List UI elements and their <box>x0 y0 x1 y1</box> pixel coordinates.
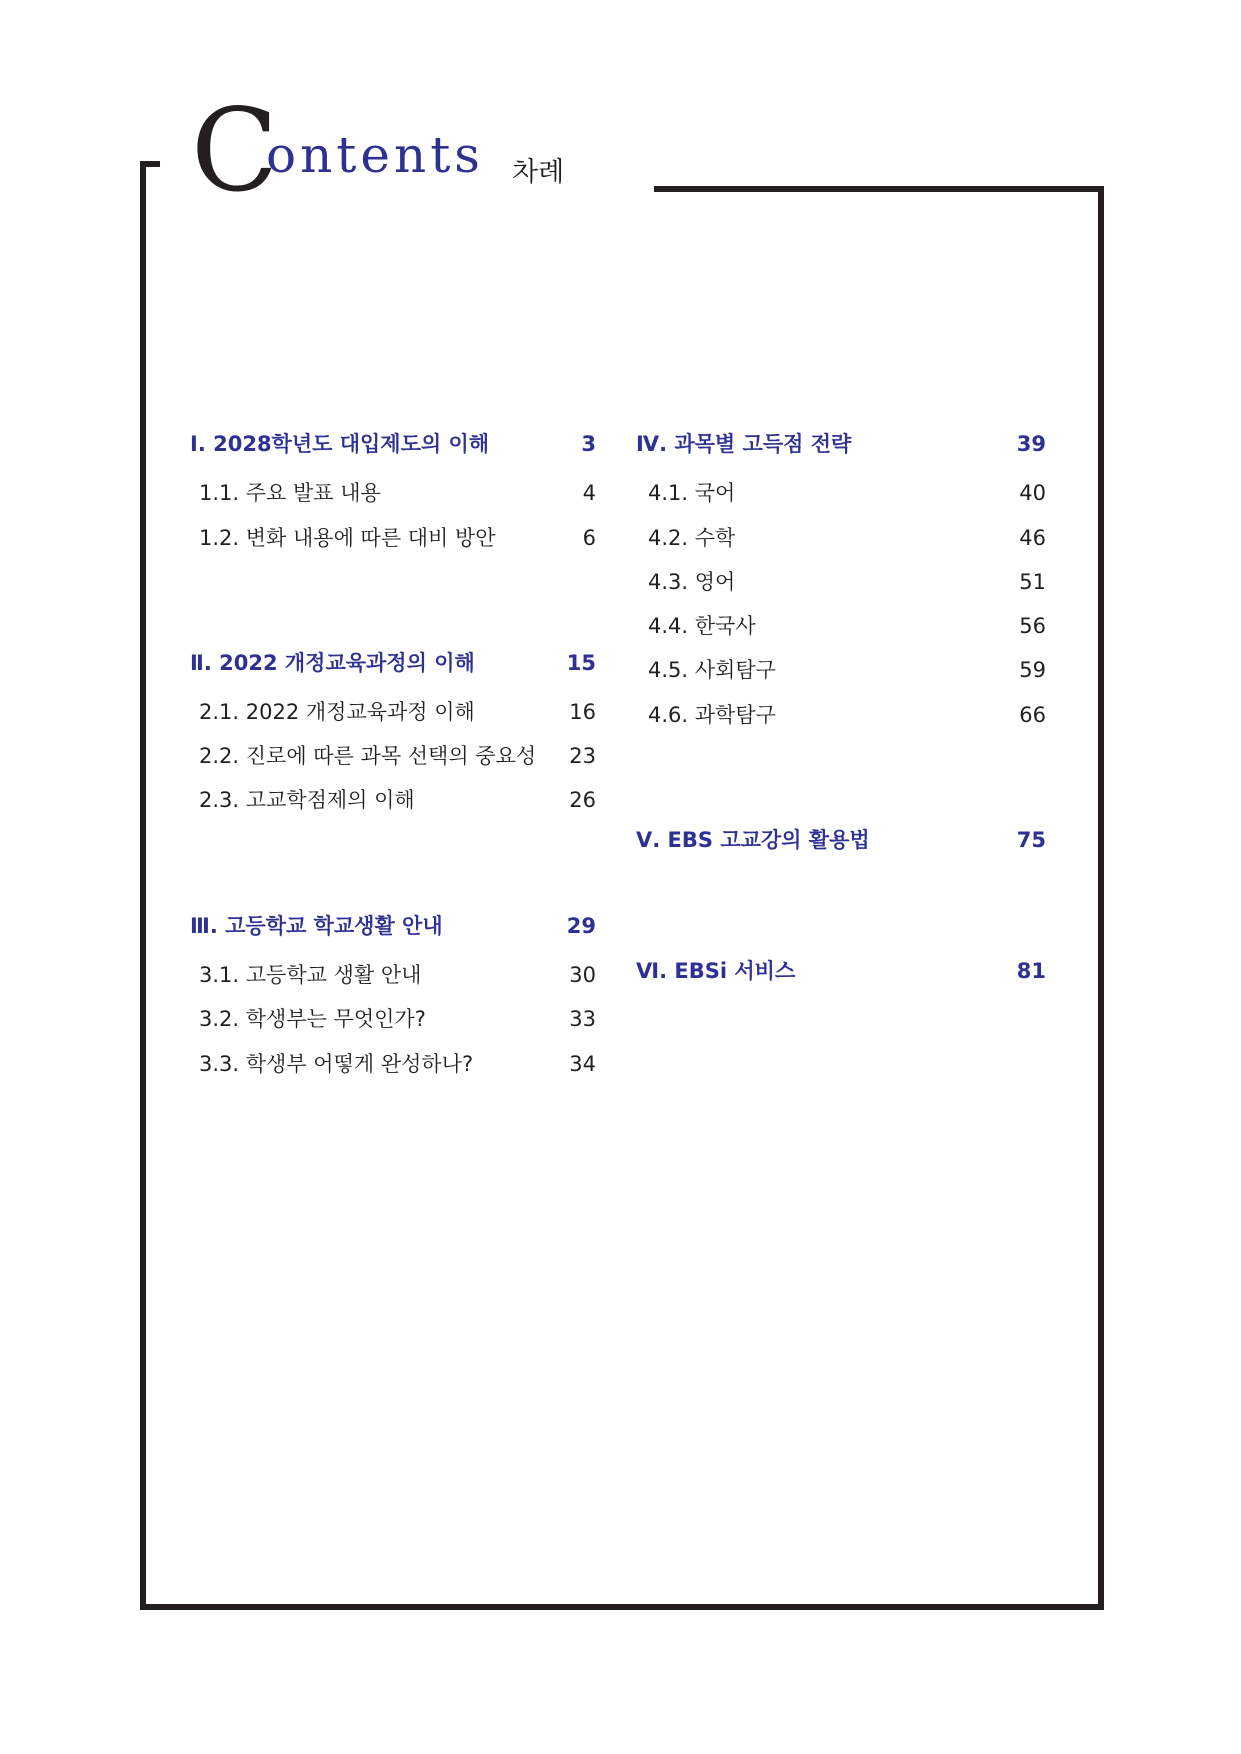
toc-item-3-3[interactable] <box>199 1049 596 1079</box>
toc-page-number: 59 <box>1019 658 1046 682</box>
frame-left-line <box>140 161 146 1610</box>
toc-page-number: 23 <box>569 744 596 768</box>
toc-section-2[interactable] <box>190 648 596 678</box>
frame-bottom-line <box>140 1604 1104 1610</box>
toc-item-4-6[interactable] <box>648 700 1046 730</box>
toc-item-4-4[interactable] <box>648 611 1046 641</box>
toc-label: 4.2. 수학 <box>648 526 736 550</box>
toc-page-number: 29 <box>566 914 596 938</box>
toc-page-number: 34 <box>569 1052 596 1076</box>
toc-page-number: 15 <box>566 651 596 675</box>
toc-item-3-1[interactable] <box>199 960 596 990</box>
toc-label: Ⅳ. 과목별 고득점 전략 <box>636 432 852 456</box>
toc-item-2-3[interactable] <box>199 785 596 815</box>
toc-item-1-2[interactable] <box>199 523 596 553</box>
toc-item-3-2[interactable] <box>199 1004 596 1034</box>
toc-label: Ⅱ. 2022 개정교육과정의 이해 <box>190 651 475 675</box>
toc-label: Ⅰ. 2028학년도 대입제도의 이해 <box>190 432 490 456</box>
toc-page-number: 4 <box>582 481 596 505</box>
toc-label: 3.1. 고등학교 생활 안내 <box>199 963 422 987</box>
toc-label: 3.3. 학생부 어떻게 완성하나? <box>199 1052 474 1076</box>
toc-label: 4.5. 사회탐구 <box>648 658 776 682</box>
toc-page-number: 40 <box>1019 481 1046 505</box>
toc-page-number: 30 <box>569 963 596 987</box>
toc-page-number: 81 <box>1016 959 1046 983</box>
toc-section-3[interactable] <box>190 911 596 941</box>
toc-label: 1.2. 변화 내용에 따른 대비 방안 <box>199 526 496 550</box>
title-korean: 차례 <box>512 157 565 188</box>
toc-page-number: 26 <box>569 788 596 812</box>
toc-page-number: 51 <box>1019 570 1046 594</box>
toc-page-number: 75 <box>1016 828 1046 852</box>
toc-label: 3.2. 학생부는 무엇인가? <box>199 1007 426 1031</box>
toc-section-6[interactable] <box>636 956 1046 986</box>
toc-page-number: 66 <box>1019 703 1046 727</box>
frame-right-line <box>1098 186 1104 1610</box>
toc-item-4-5[interactable] <box>648 655 1046 685</box>
toc-page-number: 3 <box>581 432 596 456</box>
toc-label: Ⅵ. EBSi 서비스 <box>636 959 796 983</box>
toc-section-1[interactable] <box>190 429 596 459</box>
toc-label: 4.1. 국어 <box>648 481 736 505</box>
toc-section-5[interactable] <box>636 825 1046 855</box>
toc-section-4[interactable] <box>636 429 1046 459</box>
toc-label: 4.6. 과학탐구 <box>648 703 776 727</box>
toc-label: 4.4. 한국사 <box>648 614 756 638</box>
toc-page-number: 39 <box>1016 432 1046 456</box>
title-word-rest: ontents <box>266 126 484 184</box>
toc-item-4-2[interactable] <box>648 523 1046 553</box>
toc-label: Ⅴ. EBS 고교강의 활용법 <box>636 828 870 852</box>
toc-page-number: 33 <box>569 1007 596 1031</box>
toc-page-number: 16 <box>569 700 596 724</box>
toc-label: 2.2. 진로에 따른 과목 선택의 중요성 <box>199 744 537 768</box>
toc-page-number: 56 <box>1019 614 1046 638</box>
toc-item-4-3[interactable] <box>648 567 1046 597</box>
toc-page-number: 46 <box>1019 526 1046 550</box>
toc-item-1-1[interactable] <box>199 478 596 508</box>
toc-item-4-1[interactable] <box>648 478 1046 508</box>
title-initial-letter: C <box>191 84 279 217</box>
toc-label: Ⅲ. 고등학교 학교생활 안내 <box>190 914 443 938</box>
frame-top-right-line <box>654 186 1103 192</box>
toc-label: 4.3. 영어 <box>648 570 736 594</box>
toc-page-number: 6 <box>582 526 596 550</box>
toc-item-2-2[interactable] <box>199 741 596 771</box>
toc-label: 2.3. 고교학점제의 이해 <box>199 788 415 812</box>
toc-label: 1.1. 주요 발표 내용 <box>199 481 381 505</box>
toc-item-2-1[interactable] <box>199 697 596 727</box>
toc-label: 2.1. 2022 개정교육과정 이해 <box>199 700 475 724</box>
